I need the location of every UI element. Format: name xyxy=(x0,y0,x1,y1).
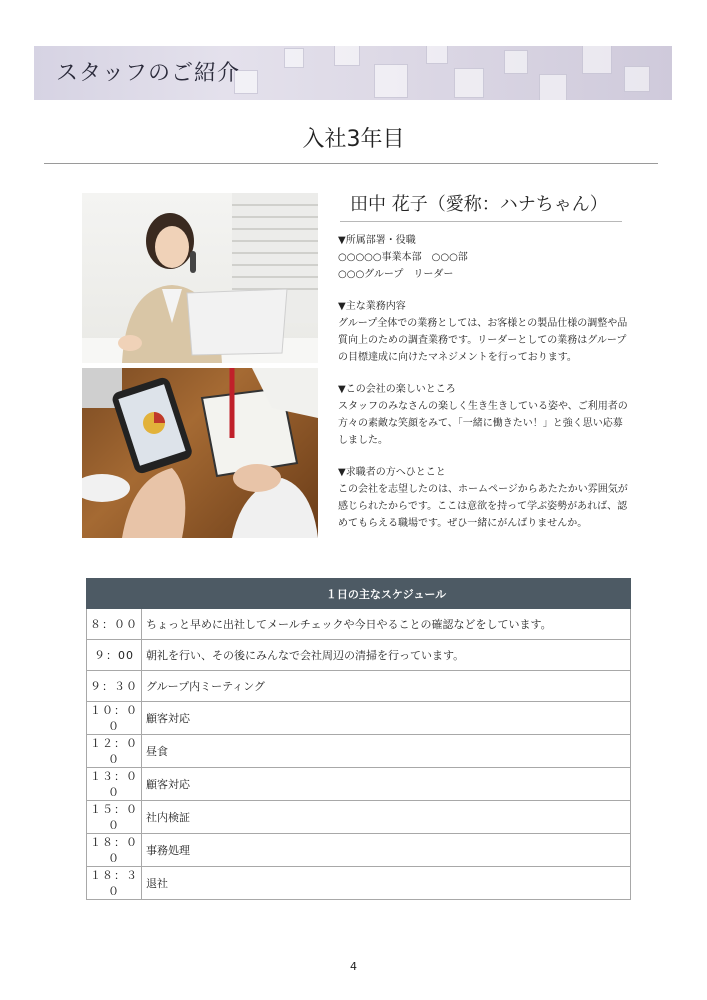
duties-text: の目標達成に向けたマネジメントを行っております。 xyxy=(338,352,577,363)
page-number: 4 xyxy=(350,960,357,973)
schedule-activity: 顧客対応 xyxy=(142,768,631,801)
message-text: 感じられたからです。ここは意欲を持って学ぶ姿勢があれば、認 xyxy=(338,501,628,512)
schedule-activity: 顧客対応 xyxy=(142,702,631,735)
schedule-activity: 事務処理 xyxy=(142,834,631,867)
schedule-time: １８：００ xyxy=(87,834,142,867)
schedule-header-time xyxy=(87,579,142,609)
duties-block xyxy=(338,298,628,366)
meeting-photo-illustration xyxy=(82,368,318,538)
schedule-activity: グループ内ミーティング xyxy=(142,671,631,702)
duties-text: グループ全体での業務としては、お客様との製品仕様の調整や品 xyxy=(338,318,628,329)
fun-heading: ▼この会社の楽しいところ xyxy=(338,384,456,395)
table-row xyxy=(87,609,631,640)
duties-heading: ▼主な業務内容 xyxy=(338,301,406,312)
table-row xyxy=(87,768,631,801)
schedule-activity: 昼食 xyxy=(142,735,631,768)
department-line: ○○○○○事業本部 ○○○部 xyxy=(338,252,468,263)
schedule-header-title: １日の主なスケジュール xyxy=(142,579,631,609)
table-row xyxy=(87,801,631,834)
schedule-time: １３：００ xyxy=(87,768,142,801)
fun-text: しました。 xyxy=(338,435,388,446)
table-row xyxy=(87,640,631,671)
name-underline xyxy=(340,221,622,222)
fun-text: スタッフのみなさんの楽しく生き生きしている姿や、ご利用者の xyxy=(338,401,628,412)
page-title: スタッフのご紹介 xyxy=(56,61,241,86)
table-row xyxy=(87,702,631,735)
schedule-time: ８：００ xyxy=(87,609,142,640)
staff-photo-illustration xyxy=(82,193,318,363)
schedule-header-row xyxy=(87,579,631,609)
staff-photo xyxy=(82,193,318,363)
table-row xyxy=(87,671,631,702)
schedule-time: ９：３０ xyxy=(87,671,142,702)
department-line: ○○○グループ リーダー xyxy=(338,269,454,280)
schedule-table xyxy=(86,578,631,900)
header-banner xyxy=(34,46,672,100)
fun-text: 方々の素敵な笑顔をみて、「一緒に働きたい！」と強く思い応募 xyxy=(338,418,623,429)
section-heading: 入社3年目 xyxy=(302,127,405,152)
schedule-time: １０：００ xyxy=(87,702,142,735)
department-heading: ▼所属部署・役職 xyxy=(338,235,416,246)
message-heading: ▼求職者の方へひとこと xyxy=(338,467,446,478)
section-divider xyxy=(44,163,658,164)
message-text: めてもらえる職場です。ぜひ一緒にがんばりませんか。 xyxy=(338,518,588,529)
meeting-photo xyxy=(82,368,318,538)
staff-name: 田中 花子（愛称：ハナちゃん） xyxy=(350,194,608,215)
table-row xyxy=(87,834,631,867)
message-block xyxy=(338,464,628,532)
duties-text: 質向上のための調査業務です。リーダーとしての業務はグループ xyxy=(338,335,627,346)
schedule-time: １８：３０ xyxy=(87,867,142,900)
schedule-activity: 退社 xyxy=(142,867,631,900)
schedule-time: ９：00 xyxy=(87,640,142,671)
fun-block xyxy=(338,381,628,449)
table-row xyxy=(87,867,631,900)
schedule-activity: ちょっと早めに出社してメールチェックや今日やることの確認などをしています。 xyxy=(142,609,631,640)
schedule-time: １５：００ xyxy=(87,801,142,834)
schedule-time: １２：００ xyxy=(87,735,142,768)
message-text: この会社を志望したのは、ホームページからあたたかい雰囲気が xyxy=(338,484,628,495)
table-row xyxy=(87,735,631,768)
schedule-activity: 社内検証 xyxy=(142,801,631,834)
schedule-activity: 朝礼を行い、その後にみんなで会社周辺の清掃を行っています。 xyxy=(142,640,631,671)
department-block xyxy=(338,232,628,283)
